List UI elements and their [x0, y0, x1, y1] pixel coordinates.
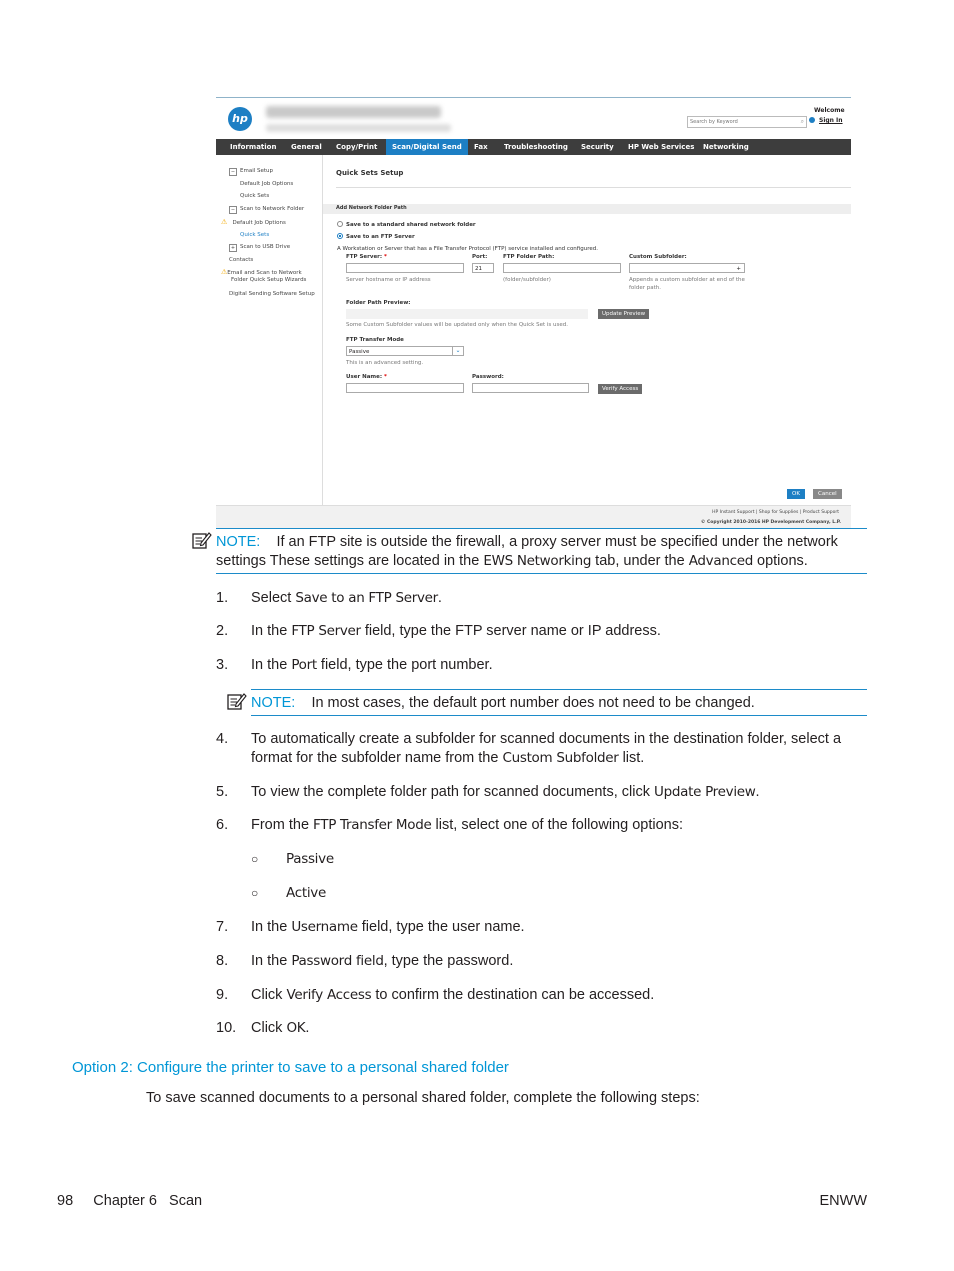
- sidebar-item-digital-sending[interactable]: Digital Sending Software Setup: [229, 291, 315, 297]
- ui-term: Verify Access: [286, 987, 372, 1003]
- collapse-icon[interactable]: −: [230, 207, 236, 213]
- note-icon: [227, 692, 247, 710]
- text: From the: [251, 817, 314, 833]
- footer-links[interactable]: HP Instant Support | Shop for Supplies | Product Support: [712, 510, 839, 515]
- tab-general[interactable]: General: [291, 143, 322, 151]
- note-text: tab, under the: [591, 553, 689, 569]
- step-6: [216, 816, 856, 835]
- text: list.: [618, 750, 645, 766]
- text: field, type the FTP server name or IP address.: [360, 623, 661, 639]
- radio-label: Save to an FTP Server: [346, 234, 415, 240]
- radio-button[interactable]: [337, 221, 343, 227]
- step-number: 2.: [216, 623, 229, 639]
- step-text: [251, 986, 861, 1005]
- page-number: 98: [57, 1193, 74, 1209]
- step-text: [251, 1019, 861, 1038]
- note-1-line-2: [216, 552, 808, 571]
- step-10: [216, 1019, 856, 1038]
- custom-subfolder-hint: Appends a custom subfolder at end of the: [629, 277, 745, 283]
- step-text: [251, 622, 861, 641]
- note-text: settings These settings are located in the: [216, 553, 484, 569]
- password-input[interactable]: [472, 383, 589, 393]
- label-text: User Name:: [346, 374, 383, 380]
- search-input[interactable]: [687, 116, 807, 128]
- ftp-server-hint: Server hostname or IP address: [346, 277, 431, 283]
- sidebar-item-scan-to-usb[interactable]: [229, 244, 290, 252]
- step-8: [216, 952, 856, 971]
- page-footer-left: [57, 1193, 202, 1209]
- tab-fax[interactable]: Fax: [474, 143, 488, 151]
- chapter-label: Chapter 6 Scan: [93, 1193, 203, 1209]
- ui-term: OK: [286, 1020, 306, 1036]
- username-input[interactable]: [346, 383, 464, 393]
- section-heading: Option 2: Configure the printer to save to a personal shared folder: [72, 1059, 509, 1076]
- custom-subfolder-label: Custom Subfolder:: [629, 254, 687, 260]
- chevron-down-icon[interactable]: ⌄: [452, 347, 463, 355]
- top-nav: [216, 139, 851, 155]
- text: .: [437, 590, 442, 606]
- bullet-circle-icon: ○: [251, 886, 259, 900]
- required-mark: *: [384, 374, 387, 380]
- sidebar-label: Scan to Network Folder: [240, 206, 305, 212]
- custom-subfolder-select[interactable]: [629, 263, 745, 273]
- text: Click: [251, 987, 287, 1003]
- note-1-line-1: [216, 533, 838, 552]
- text: Select: [251, 590, 296, 606]
- text: .: [305, 1020, 310, 1036]
- search-icon[interactable]: ⌕: [800, 118, 804, 125]
- step-number: 3.: [216, 657, 229, 673]
- text: field, type the user name.: [357, 919, 525, 935]
- sidebar-item-default-job-options[interactable]: Default Job Options: [240, 181, 294, 187]
- printer-name-blurred: [266, 106, 441, 118]
- step-3: [216, 656, 856, 675]
- text: In the: [251, 623, 292, 639]
- search-placeholder: Search by Keyword: [690, 119, 738, 125]
- step-number: 4.: [216, 731, 229, 747]
- step-7: [216, 918, 856, 937]
- section-intro: To save scanned documents to a personal shared folder, complete the following steps:: [146, 1090, 700, 1106]
- port-input[interactable]: 21: [472, 263, 494, 273]
- radio-label: Save to a standard shared network folder: [346, 222, 476, 228]
- step-number: 8.: [216, 953, 229, 969]
- text: field, type the port number.: [316, 657, 493, 673]
- text: To view the complete folder path for scanned documents, click: [251, 784, 654, 800]
- page-footer-right: ENWW: [819, 1193, 867, 1209]
- ews-footer: [216, 505, 851, 529]
- step-number: 10.: [216, 1020, 237, 1036]
- ui-term: Custom Subfolder: [502, 750, 619, 766]
- ews-screenshot: [216, 97, 851, 528]
- user-icon: [809, 117, 815, 123]
- sidebar-item-scan-to-network-folder[interactable]: [229, 206, 304, 214]
- ui-term: Username: [291, 919, 358, 935]
- step-text: [251, 656, 861, 675]
- text: , type the password.: [383, 953, 514, 969]
- step-1: [216, 589, 856, 608]
- printer-model-blurred: [266, 124, 451, 132]
- ftp-server-label: [346, 254, 387, 260]
- password-label: Password:: [472, 374, 504, 380]
- step-number: 9.: [216, 987, 229, 1003]
- page-title: Quick Sets Setup: [336, 169, 404, 177]
- radio-shared-folder[interactable]: [337, 221, 476, 228]
- sidebar-item-email-setup[interactable]: [229, 168, 273, 176]
- step-number: 6.: [216, 817, 229, 833]
- tab-hp-web-services[interactable]: HP Web Services: [628, 143, 695, 151]
- sidebar-item-quick-sets[interactable]: Quick Sets: [240, 193, 270, 199]
- sidebar-label: Default Job Options: [232, 220, 286, 226]
- plus-icon[interactable]: +: [736, 266, 741, 272]
- tab-information[interactable]: Information: [230, 143, 277, 151]
- ui-term: Advanced: [688, 553, 753, 569]
- step-text: [251, 730, 861, 768]
- sign-in-link[interactable]: [809, 117, 843, 124]
- custom-subfolder-hint-2: folder path.: [629, 285, 661, 291]
- preview-box: [346, 309, 588, 319]
- note-text: options.: [752, 553, 808, 569]
- text: In the: [251, 657, 292, 673]
- warning-icon: ⚠: [221, 268, 228, 276]
- step-number: 5.: [216, 784, 229, 800]
- bullet-circle-icon: ○: [251, 852, 259, 866]
- port-label: Port:: [472, 254, 488, 260]
- transfer-mode-value: Passive: [349, 349, 370, 355]
- sidebar-item-email-scan-wizard[interactable]: [221, 268, 302, 276]
- step-text: [251, 589, 861, 608]
- section-title: Add Network Folder Path: [336, 205, 407, 211]
- text: In the: [251, 919, 292, 935]
- text: In the: [251, 953, 292, 969]
- sidebar-item-wizard-line2[interactable]: Folder Quick Setup Wizards: [231, 277, 307, 283]
- transfer-mode-label: FTP Transfer Mode: [346, 337, 404, 343]
- cancel-button[interactable]: Cancel: [813, 489, 842, 499]
- preview-note: Some Custom Subfolder values will be updated only when the Quick Set is used.: [346, 322, 569, 328]
- transfer-mode-note: This is an advanced setting.: [346, 360, 424, 366]
- text: Click: [251, 1020, 287, 1036]
- step-text: [251, 816, 861, 835]
- option-label: Active: [286, 885, 326, 901]
- tab-networking[interactable]: Networking: [703, 143, 749, 151]
- tab-scan-digital-send[interactable]: Scan/Digital Send: [386, 139, 468, 155]
- text: list, select one of the following options:: [431, 817, 683, 833]
- warning-icon: ⚠: [221, 218, 228, 226]
- hp-logo[interactable]: hp: [228, 107, 252, 131]
- ftp-description: A Workstation or Server that has a File Transfer Protocol (FTP) service installed and configured.: [337, 246, 599, 252]
- option-label: Passive: [286, 851, 334, 867]
- ui-term: Password field: [291, 953, 384, 969]
- main-panel: [323, 155, 851, 505]
- note-text: If an FTP site is outside the firewall, a proxy server must be specified under the network: [276, 534, 838, 550]
- step-4: [216, 730, 856, 768]
- sidebar-item-contacts[interactable]: Contacts: [229, 257, 254, 263]
- step-9: [216, 986, 856, 1005]
- ui-term: Port: [291, 657, 317, 673]
- divider: [336, 187, 851, 188]
- text: .: [755, 784, 760, 800]
- step-2: [216, 622, 856, 641]
- label-text: FTP Server:: [346, 254, 383, 260]
- sidebar-item-quick-sets-2[interactable]: Quick Sets: [240, 232, 270, 238]
- sign-in-label[interactable]: Sign In: [819, 117, 843, 124]
- tab-copy-print[interactable]: Copy/Print: [336, 143, 378, 151]
- ui-term: Update Preview: [653, 784, 756, 800]
- sidebar-label: Email Setup: [240, 168, 274, 174]
- sidebar-label: Scan to USB Drive: [240, 244, 291, 250]
- text: to confirm the destination can be accessed.: [371, 987, 655, 1003]
- verify-access-button[interactable]: Verify Access: [598, 384, 642, 394]
- note-text: In most cases, the default port number does not need to be changed.: [311, 695, 755, 711]
- step-number: 7.: [216, 919, 229, 935]
- required-mark: *: [384, 254, 387, 260]
- note-label: NOTE:: [216, 534, 261, 550]
- tab-security[interactable]: Security: [581, 143, 614, 151]
- sidebar-label: Email and Scan to Network: [227, 270, 302, 276]
- collapse-icon[interactable]: −: [230, 169, 236, 175]
- ok-button[interactable]: OK: [787, 489, 805, 499]
- note-label: NOTE:: [251, 695, 296, 711]
- update-preview-button[interactable]: Update Preview: [598, 309, 649, 319]
- sidebar: [216, 155, 323, 505]
- note-icon: [192, 531, 212, 549]
- ftp-path-label: FTP Folder Path:: [503, 254, 555, 260]
- step-text: [251, 952, 861, 971]
- radio-button-selected[interactable]: [337, 233, 343, 239]
- ftp-path-input[interactable]: [503, 263, 621, 273]
- welcome-label: Welcome: [814, 107, 845, 114]
- text: To automatically create a subfolder for scanned documents in the destination folder, select a format for the subfolder name from the: [251, 731, 842, 766]
- ftp-path-hint: (folder/subfolder): [503, 277, 551, 283]
- ftp-server-input[interactable]: [346, 263, 464, 273]
- step-text: [251, 783, 861, 802]
- step-5: [216, 783, 856, 802]
- expand-icon[interactable]: +: [230, 245, 236, 251]
- ui-term: Save to an FTP Server: [295, 590, 438, 606]
- ui-term: FTP Transfer Mode: [313, 817, 432, 833]
- ui-term: FTP Server: [291, 623, 361, 639]
- copyright: © Copyright 2010-2016 HP Development Company, L.P.: [700, 520, 841, 525]
- step-number: 1.: [216, 590, 229, 606]
- sidebar-item-default-job-options-2[interactable]: [221, 218, 286, 226]
- username-label: [346, 374, 387, 380]
- tab-troubleshooting[interactable]: Troubleshooting: [504, 143, 568, 151]
- transfer-mode-select[interactable]: [346, 346, 464, 356]
- preview-label: Folder Path Preview:: [346, 300, 411, 306]
- note-2-line: [251, 694, 755, 713]
- ui-term: EWS Networking: [483, 553, 592, 569]
- step-text: [251, 918, 861, 937]
- radio-ftp-server[interactable]: [337, 233, 415, 240]
